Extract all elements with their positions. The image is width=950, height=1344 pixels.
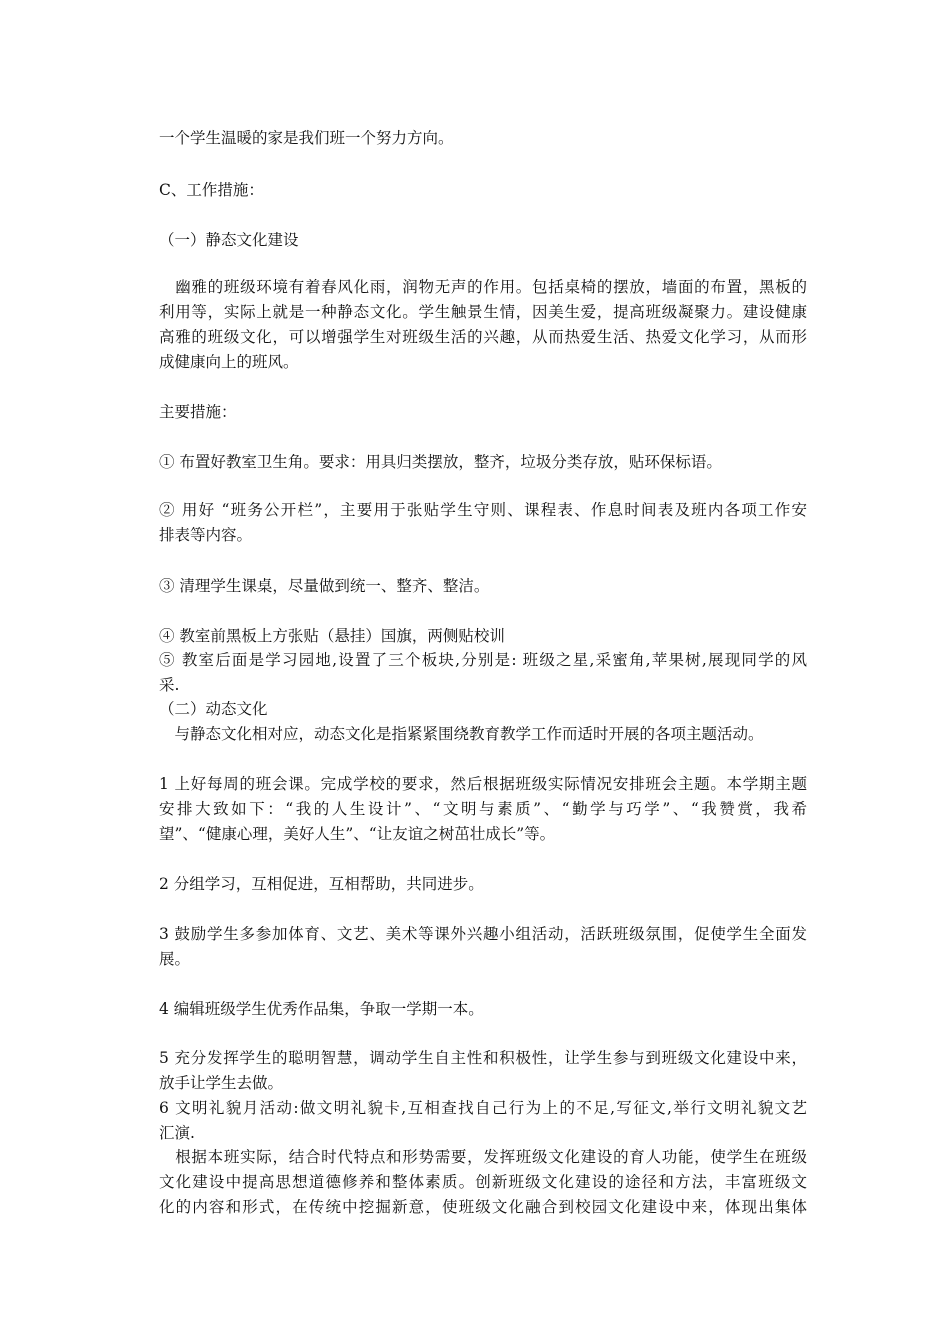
paragraph-line: 成健康向上的班风。 (159, 353, 299, 371)
paragraph-line: 高雅的班级文化，可以增强学生对班级生活的兴趣，从而热爱生活、热爱文化学习，从而形 (159, 328, 807, 346)
paragraph-line: 根据本班实际，结合时代特点和形势需要，发挥班级文化建设的育人功能，使学生在班级 (159, 1148, 807, 1166)
paragraph-line: 化的内容和形式，在传统中挖掘新意，使班级文化融合到校园文化建设中来，体现出集体 (159, 1198, 807, 1216)
paragraph-line: 幽雅的班级环境有着春风化雨，润物无声的作用。包括桌椅的摆放，墙面的布置，黑板的 (159, 278, 807, 296)
list-item-continued: 安排大致如下：“我的人生设计”、“文明与素质”、“勤学与巧学”、“我赞赏，我希 (159, 800, 807, 818)
text-line: 一个学生温暖的家是我们班一个努力方向。 (159, 129, 454, 147)
list-item: 1 上好每周的班会课。完成学校的要求，然后根据班级实际情况安排班会主题。本学期主题 (159, 775, 807, 793)
paragraph-line: 利用等，实际上就是一种静态文化。学生触景生情，因美生爱，提高班级凝聚力。建设健康 (159, 303, 807, 321)
list-item-continued: 望”、“健康心理，美好人生”、“让友谊之树茁壮成长”等。 (159, 825, 556, 843)
list-item: 3 鼓励学生多参加体育、文艺、美术等课外兴趣小组活动，活跃班级氛围，促使学生全面发 (159, 925, 807, 943)
list-item-continued: 放手让学生去做。 (159, 1074, 284, 1092)
subsection-heading: （二）动态文化 (159, 700, 268, 718)
subsection-heading: （一）静态文化建设 (159, 231, 299, 249)
text-line: 主要措施： (159, 403, 237, 421)
list-item: ④ 教室前黑板上方张贴（悬挂）国旗，两侧贴校训 (159, 627, 505, 645)
list-item: 5 充分发挥学生的聪明智慧，调动学生自主性和积极性，让学生参与到班级文化建设中来， (159, 1049, 807, 1067)
list-item: ⑤ 教室后面是学习园地,设置了三个板块,分别是: 班级之星,采蜜角,苹果树,展现同学的风 (159, 651, 807, 669)
list-item: 2 分组学习，互相促进，互相帮助，共同进步。 (159, 875, 484, 893)
paragraph-line: 文化建设中提高思想道德修养和整体素质。创新班级文化建设的途径和方法，丰富班级文 (159, 1173, 807, 1191)
list-item-continued: 排表等内容。 (159, 526, 253, 544)
paragraph-line: 与静态文化相对应，动态文化是指紧紧围绕教育教学工作而适时开展的各项主题活动。 (159, 725, 764, 743)
list-item-continued: 采. (159, 676, 180, 694)
section-heading: C、工作措施： (159, 181, 264, 199)
list-item: 4 编辑班级学生优秀作品集，争取一学期一本。 (159, 1000, 484, 1018)
list-item: ① 布置好教室卫生角。要求：用具归类摆放，整齐，垃圾分类存放，贴环保标语。 (159, 453, 722, 471)
list-item-continued: 汇演. (159, 1124, 195, 1142)
list-item: ② 用好 “班务公开栏”，主要用于张贴学生守则、课程表、作息时间表及班内各项工作安 (159, 501, 807, 519)
list-item-continued: 展。 (159, 950, 191, 968)
list-item: ③ 清理学生课桌，尽量做到统一、整齐、整洁。 (159, 577, 490, 595)
list-item: 6 文明礼貌月活动:做文明礼貌卡,互相查找自己行为上的不足,写征文,举行文明礼貌文艺 (159, 1099, 807, 1117)
